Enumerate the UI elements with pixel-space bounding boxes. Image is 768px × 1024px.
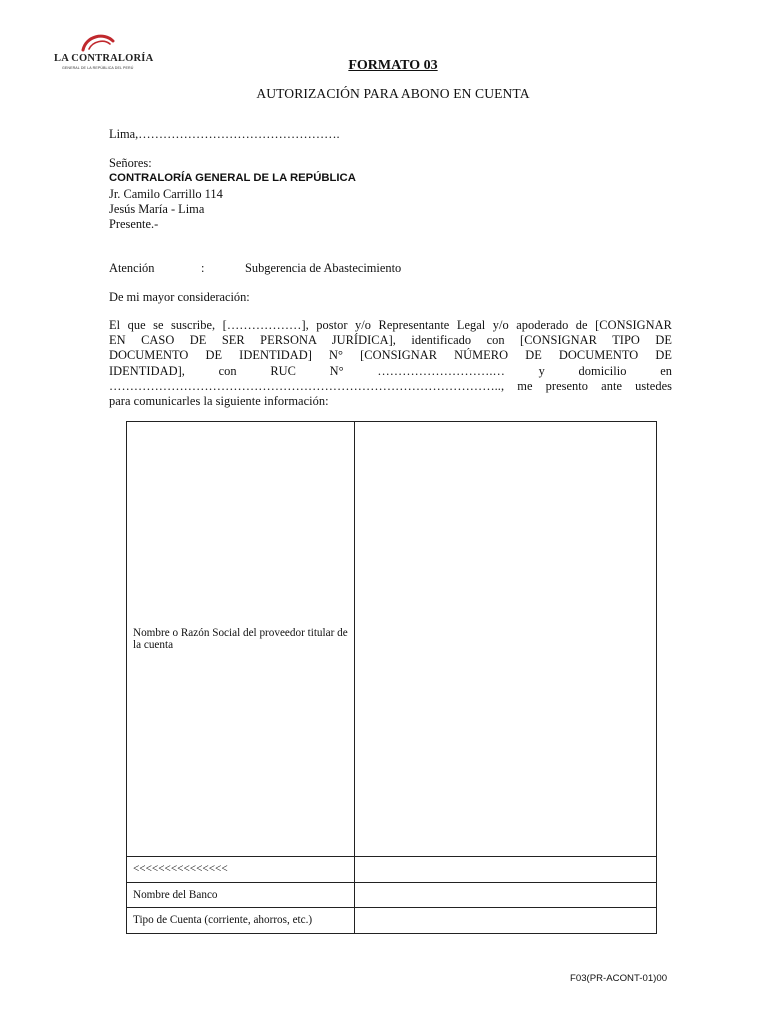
- table-row: [127, 908, 657, 934]
- field-value-placeholder[interactable]: [355, 857, 657, 883]
- body-line: EN CASO DE SER PERSONA JURÍDICA], identificado con [CONSIGNAR TIPO DE: [109, 333, 672, 348]
- body-line: El que se suscribe, [………………], postor y/o Representante Legal y/o apoderado de [CONSIGNAR: [109, 318, 672, 332]
- greeting-line: De mi mayor consideración:: [109, 290, 250, 304]
- body-paragraph: [109, 318, 672, 409]
- footer-form-code: F03(PR-ACONT-01)00: [570, 973, 668, 984]
- place-date-line: Lima,………………………………………….: [109, 127, 340, 141]
- attention-value: Subgerencia de Abastecimiento: [245, 261, 402, 275]
- field-label-bank-name: Nombre del Banco: [127, 882, 355, 908]
- recipient-organization: CONTRALORÍA GENERAL DE LA REPÚBLICA: [109, 172, 356, 184]
- body-line: ………………………………………………………………………………….., me presento ante ustedes: [109, 378, 672, 393]
- present-line: Presente.-: [109, 217, 159, 231]
- recipient-address-line-2: Jesús María - Lima: [109, 202, 205, 216]
- field-label-placeholder: <<<<<<<<<<<<<<<: [127, 857, 355, 883]
- document-subtitle: AUTORIZACIÓN PARA ABONO EN CUENTA: [256, 86, 530, 101]
- field-value-account-type[interactable]: [355, 908, 657, 934]
- field-label-provider-name: Nombre o Razón Social del proveedor titular de la cuenta: [127, 422, 355, 857]
- table-row: [127, 422, 657, 857]
- field-value-bank-name[interactable]: [355, 882, 657, 908]
- attention-label: Atención: [109, 261, 155, 275]
- body-line: para comunicarles la siguiente información:: [109, 394, 329, 409]
- table-row: [127, 882, 657, 908]
- field-label-account-type: Tipo de Cuenta (corriente, ahorros, etc.): [127, 908, 355, 934]
- recipient-address-line-1: Jr. Camilo Carrillo 114: [109, 187, 223, 201]
- body-line: IDENTIDAD], con RUC N° ……………………….… y domicilio en: [109, 363, 672, 378]
- salutation-to: Señores:: [109, 156, 152, 170]
- logo-name: LA CONTRALORÍA: [54, 53, 154, 64]
- bank-account-form-table: [126, 421, 657, 934]
- document-title: FORMATO 03: [348, 58, 438, 73]
- table-row: [127, 857, 657, 883]
- body-line: DOCUMENTO DE IDENTIDAD] N° [CONSIGNAR NÚMERO DE DOCUMENTO DE: [109, 348, 672, 363]
- logo-subtitle: GENERAL DE LA REPÚBLICA DEL PERÚ: [62, 66, 134, 70]
- field-value-provider-name[interactable]: [355, 422, 657, 857]
- attention-separator: :: [201, 261, 205, 275]
- logo-arc-icon: [80, 33, 116, 53]
